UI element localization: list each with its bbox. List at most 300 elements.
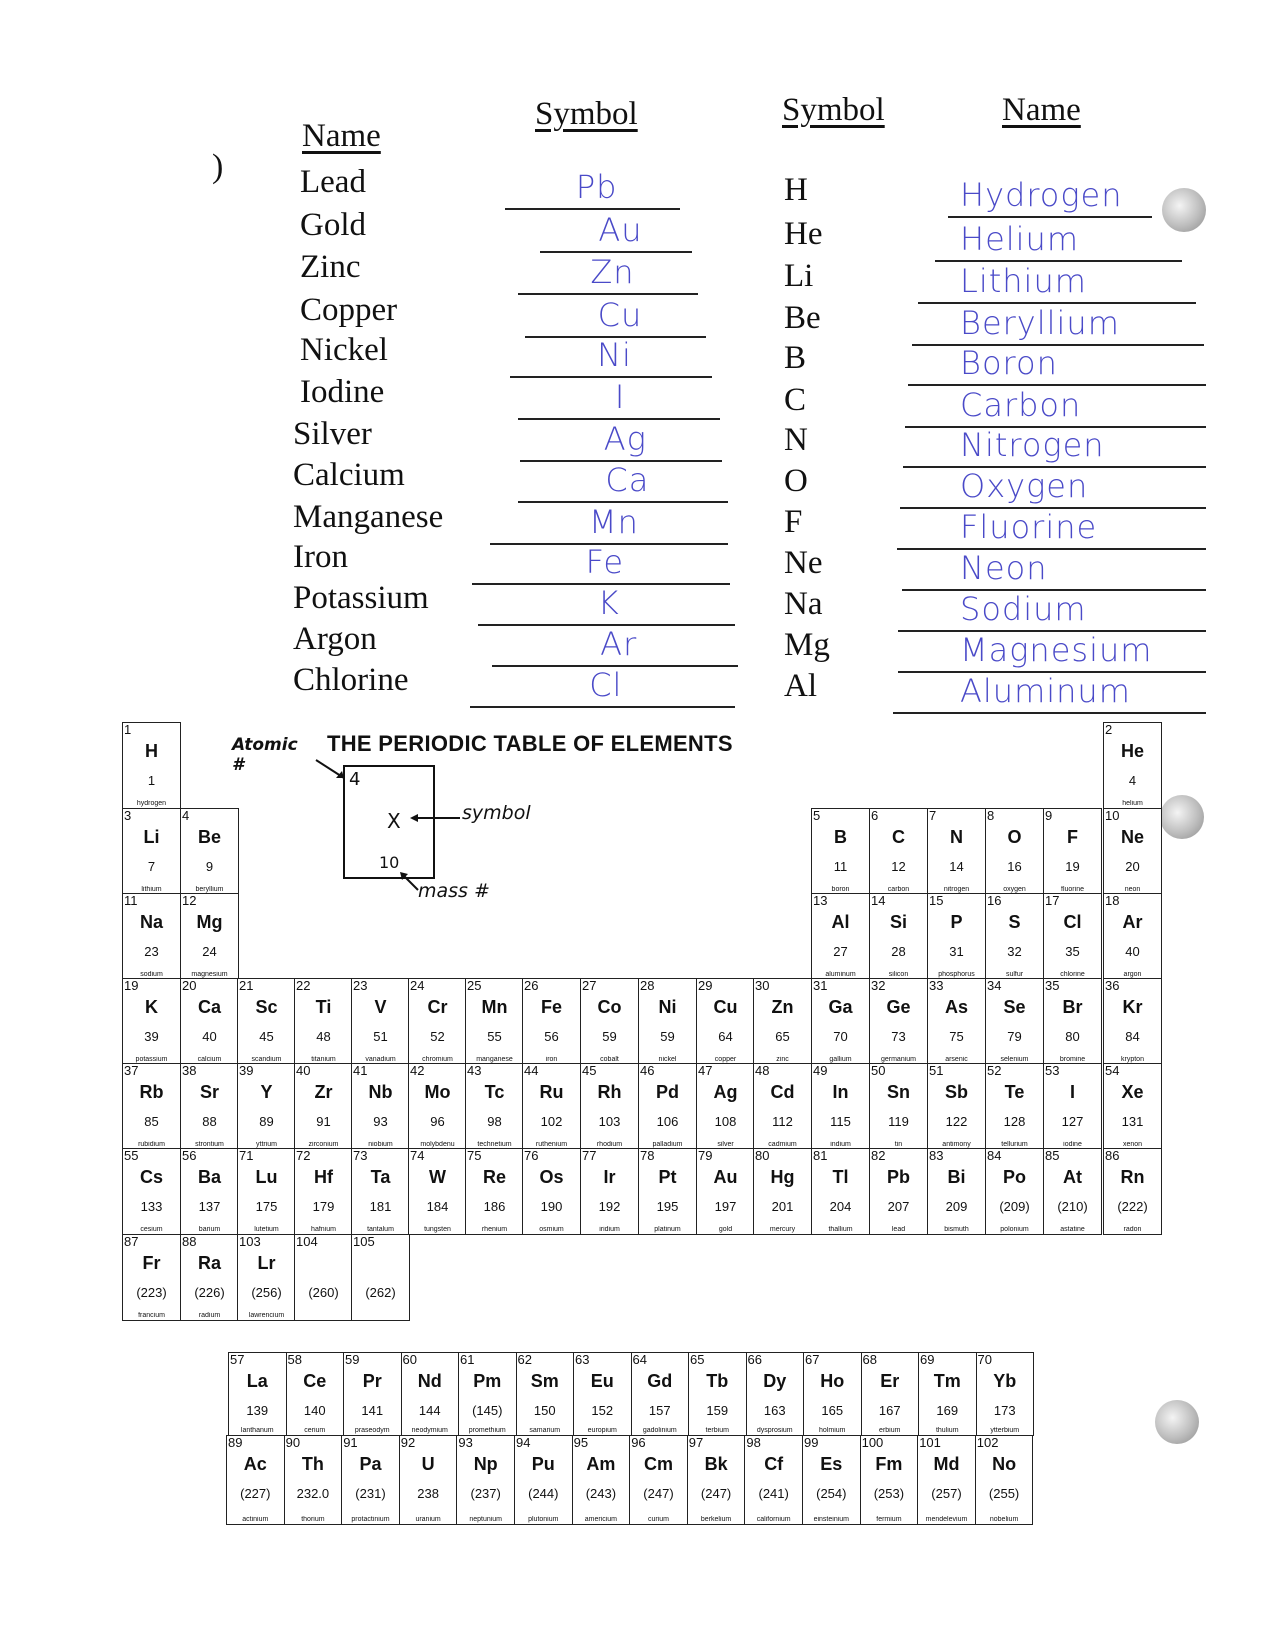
handwritten-symbol-answer: Cl: [589, 666, 623, 704]
element-cell: [516, 1352, 575, 1436]
element-name: nickel: [658, 1056, 677, 1063]
legend-mass: 10: [379, 853, 400, 872]
atomic-mass: 40: [202, 1029, 217, 1044]
element-symbol: Sn: [886, 1082, 910, 1102]
atomic-number: 43: [467, 1063, 482, 1078]
element-symbol: Ca: [197, 997, 221, 1017]
symbol-answer-field[interactable]: [472, 543, 730, 585]
name-answer-field[interactable]: [898, 588, 1206, 632]
atomic-mass: 14: [949, 859, 964, 874]
element-symbol: Ra: [197, 1253, 221, 1273]
element-cell: [861, 1352, 920, 1436]
atomic-mass: 103: [598, 1114, 621, 1129]
element-name: gadolinium: [642, 1427, 677, 1434]
element-name: niobium: [368, 1141, 393, 1148]
element-cell: [237, 1148, 296, 1235]
symbol-answer-field[interactable]: [510, 336, 712, 378]
symbol-answer-field[interactable]: [492, 625, 738, 667]
atomic-mass: 31: [949, 944, 964, 959]
name-answer-field[interactable]: [908, 342, 1206, 386]
element-symbol: Th: [301, 1454, 324, 1474]
symbol-answer-field[interactable]: [518, 253, 698, 295]
atomic-number: 17: [1045, 893, 1060, 908]
atomic-number: 71: [239, 1148, 254, 1163]
element-cell: [408, 1148, 467, 1235]
element-name: sulfur: [1005, 971, 1024, 978]
handwritten-symbol-answer: I: [614, 378, 626, 416]
element-symbol-label: C: [784, 382, 807, 418]
symbol-answer-field[interactable]: [525, 296, 706, 338]
handwritten-symbol-answer: Ni: [597, 336, 632, 374]
name-answer-field[interactable]: [900, 465, 1206, 509]
element-cell: [180, 1148, 239, 1235]
handwritten-symbol-answer: Pb: [575, 168, 618, 206]
atomic-mass: 128: [1003, 1114, 1026, 1129]
element-name: berkelium: [700, 1516, 732, 1523]
element-cell: [341, 1435, 400, 1525]
element-symbol-label: Al: [784, 668, 817, 704]
element-name: osmium: [539, 1226, 564, 1233]
element-cell: [744, 1435, 803, 1525]
name-answer-field[interactable]: [897, 506, 1206, 550]
atomic-mass: 27: [833, 944, 848, 959]
element-name-label: Calcium: [293, 457, 405, 493]
atomic-mass: 28: [891, 944, 906, 959]
element-symbol: Nb: [368, 1082, 393, 1102]
element-symbol: Tm: [933, 1371, 961, 1391]
name-answer-field[interactable]: [948, 174, 1152, 218]
element-cell: [180, 893, 239, 980]
element-symbol: K: [145, 997, 158, 1017]
legend-atomic-number: 4: [349, 769, 361, 790]
atomic-mass: 89: [259, 1114, 274, 1129]
handwritten-name-answer: Hydrogen: [960, 176, 1123, 214]
atomic-mass: 40: [1125, 944, 1140, 959]
atomic-mass: 24: [202, 944, 217, 959]
atomic-mass: 207: [887, 1199, 910, 1214]
element-cell: [985, 808, 1044, 895]
handwritten-name-answer: Fluorine: [960, 508, 1098, 546]
element-symbol: Bk: [704, 1454, 728, 1474]
element-symbol: I: [1069, 1082, 1075, 1102]
element-symbol: Nd: [417, 1371, 442, 1391]
atomic-mass: 65: [775, 1029, 790, 1044]
atomic-number: 49: [813, 1063, 828, 1078]
atomic-mass: 59: [660, 1029, 675, 1044]
atomic-mass: (247): [643, 1486, 674, 1501]
atomic-number: 93: [458, 1435, 473, 1450]
atomic-number: 34: [987, 978, 1002, 993]
element-symbol: C: [892, 827, 905, 847]
atomic-number: 36: [1105, 978, 1120, 993]
atomic-number: 21: [239, 978, 254, 993]
element-name-label: Gold: [300, 207, 366, 243]
atomic-number: 50: [871, 1063, 886, 1078]
element-cell: [351, 1063, 410, 1150]
atomic-number: 84: [987, 1148, 1002, 1163]
atomic-number: 78: [640, 1148, 655, 1163]
atomic-mass: 106: [656, 1114, 679, 1129]
atomic-number: 46: [640, 1063, 655, 1078]
atomic-mass: 11: [833, 859, 848, 874]
atomic-mass: (253): [873, 1486, 905, 1501]
element-symbol: As: [944, 997, 968, 1017]
margin-paren-mark: ): [212, 148, 224, 185]
name-answer-field[interactable]: [893, 670, 1206, 714]
atomic-mass: (231): [355, 1486, 386, 1501]
atomic-number: 89: [228, 1435, 243, 1450]
atomic-number: 76: [524, 1148, 539, 1163]
element-name-label: Nickel: [300, 332, 388, 368]
element-name: antimony: [942, 1141, 971, 1148]
element-name: fluorine: [1061, 886, 1084, 893]
element-name: nitrogen: [943, 886, 970, 893]
atomic-mass: 59: [602, 1029, 617, 1044]
handwritten-name-answer: Lithium: [960, 262, 1087, 300]
element-symbol: Np: [473, 1454, 498, 1474]
element-symbol: Gd: [647, 1371, 673, 1391]
element-symbol: Pa: [359, 1454, 382, 1474]
atomic-number: 57: [230, 1352, 245, 1367]
element-cell: [869, 893, 928, 980]
element-cell: [522, 978, 581, 1065]
element-symbol: Es: [820, 1454, 843, 1474]
atomic-mass: 119: [888, 1114, 909, 1129]
element-symbol: N: [950, 827, 963, 847]
element-symbol: Pm: [473, 1371, 502, 1391]
element-symbol: Br: [1062, 997, 1083, 1017]
atomic-mass: 73: [891, 1029, 906, 1044]
atomic-number: 32: [871, 978, 886, 993]
name-answer-field[interactable]: [898, 629, 1206, 673]
element-name: rubidium: [138, 1141, 165, 1148]
element-name: astatine: [1060, 1226, 1085, 1233]
element-name: platinum: [654, 1226, 681, 1233]
symbol-answer-field[interactable]: [490, 503, 728, 545]
atomic-mass: 70: [833, 1029, 848, 1044]
element-name: gallium: [829, 1056, 852, 1063]
element-cell: [975, 1435, 1034, 1525]
atomic-mass: 4: [1128, 773, 1137, 788]
element-cell: [927, 1148, 986, 1235]
element-symbol: Os: [539, 1167, 564, 1187]
element-symbol: Se: [1003, 997, 1026, 1017]
atomic-mass: (243): [585, 1486, 617, 1501]
atomic-mass: 232.0: [296, 1486, 330, 1501]
element-symbol: Mn: [481, 997, 508, 1017]
atomic-mass: 173: [993, 1403, 1016, 1418]
atomic-number: 104: [296, 1234, 318, 1249]
element-symbol: H: [145, 741, 158, 761]
element-symbol: Cr: [427, 997, 448, 1017]
element-name: mercury: [769, 1226, 796, 1233]
handwritten-symbol-answer: Ca: [605, 461, 650, 499]
atomic-number: 67: [805, 1352, 820, 1367]
name-answer-field[interactable]: [935, 218, 1182, 262]
atomic-mass: 139: [246, 1403, 269, 1418]
element-cell: [465, 1063, 524, 1150]
element-symbol: Al: [831, 912, 850, 932]
symbol-answer-field[interactable]: [478, 584, 735, 626]
atomic-number: 37: [124, 1063, 139, 1078]
symbol-answer-field[interactable]: [518, 378, 720, 420]
punch-hole-bottom: [1155, 1400, 1199, 1444]
element-cell: [927, 978, 986, 1065]
name-answer-field[interactable]: [903, 424, 1206, 468]
atomic-number: 15: [929, 893, 944, 908]
atomic-number: 29: [698, 978, 713, 993]
element-cell: [237, 1234, 296, 1321]
element-name: radon: [1123, 1226, 1142, 1233]
atomic-mass: 190: [540, 1199, 563, 1214]
atomic-number: 59: [345, 1352, 360, 1367]
element-name: ytterbium: [990, 1427, 1020, 1434]
element-cell: [811, 808, 870, 895]
element-name: radium: [198, 1312, 221, 1319]
element-symbol: Sc: [255, 997, 278, 1017]
legend-atomic-label: Atomic #: [232, 735, 298, 775]
element-name: zinc: [776, 1056, 789, 1063]
element-symbol: W: [429, 1167, 446, 1187]
atomic-number: 12: [182, 893, 197, 908]
element-cell: [399, 1435, 458, 1525]
handwritten-name-answer: Nitrogen: [960, 426, 1105, 464]
handwritten-name-answer: Oxygen: [960, 467, 1089, 505]
element-cell: [917, 1435, 976, 1525]
atomic-number: 33: [929, 978, 944, 993]
element-cell: [1043, 893, 1102, 980]
atomic-number: 105: [353, 1234, 375, 1249]
element-symbol: Eu: [590, 1371, 614, 1391]
element-name: palladium: [652, 1141, 683, 1148]
name-answer-field[interactable]: [905, 384, 1206, 428]
element-name-label: Zinc: [300, 249, 361, 285]
atomic-number: 60: [402, 1352, 417, 1367]
atomic-mass: 84: [1125, 1029, 1140, 1044]
element-name: hafnium: [311, 1226, 336, 1233]
atomic-number: 87: [124, 1234, 139, 1249]
element-cell: [811, 893, 870, 980]
element-symbol: Tc: [484, 1082, 505, 1102]
element-name: phosphorus: [938, 971, 975, 978]
atomic-mass: 93: [373, 1114, 388, 1129]
element-name: gold: [718, 1226, 733, 1233]
element-symbol: Rb: [139, 1082, 164, 1102]
element-symbol: Hf: [314, 1167, 333, 1187]
atomic-mass: 179: [312, 1199, 335, 1214]
symbol-answer-field[interactable]: [505, 168, 680, 210]
element-cell: [688, 1352, 747, 1436]
atomic-mass: 209: [945, 1199, 968, 1214]
element-symbol: No: [992, 1454, 1017, 1474]
element-cell: [1103, 722, 1162, 809]
atomic-mass: 12: [891, 859, 906, 874]
element-name-label: Lead: [300, 164, 366, 200]
element-cell: [1103, 978, 1162, 1065]
element-cell: [286, 1352, 345, 1436]
element-symbol: Ce: [303, 1371, 327, 1391]
atomic-number: 27: [582, 978, 597, 993]
name-answer-field[interactable]: [902, 547, 1206, 591]
element-name: thulium: [935, 1427, 959, 1434]
element-cell: [696, 1148, 755, 1235]
element-symbol: Sb: [944, 1082, 968, 1102]
element-cell: [869, 978, 928, 1065]
atomic-mass: 80: [1065, 1029, 1080, 1044]
element-name: boron: [831, 886, 850, 893]
element-symbol: Pu: [531, 1454, 555, 1474]
element-symbol: Mg: [196, 912, 223, 932]
atomic-mass: 144: [418, 1403, 441, 1418]
atomic-number: 74: [410, 1148, 425, 1163]
element-name: scandium: [251, 1056, 282, 1063]
symbol-answer-field[interactable]: [518, 461, 728, 503]
name-answer-field[interactable]: [918, 260, 1196, 304]
atomic-number: 103: [239, 1234, 261, 1249]
atomic-number: 39: [239, 1063, 254, 1078]
atomic-mass: 201: [771, 1199, 794, 1214]
element-cell: [580, 978, 639, 1065]
element-cell: [869, 808, 928, 895]
atomic-mass: (257): [931, 1486, 962, 1501]
symbol-answer-field[interactable]: [540, 211, 692, 253]
element-symbol-label: H: [784, 172, 808, 208]
element-cell: [522, 1063, 581, 1150]
element-symbol: He: [1120, 741, 1144, 761]
right-symbol-header: Symbol: [782, 92, 885, 128]
atomic-mass: 9: [205, 859, 214, 874]
element-name: silicon: [888, 971, 909, 978]
element-name: technetium: [477, 1141, 512, 1148]
element-name: thorium: [301, 1516, 325, 1523]
element-cell: [122, 1234, 181, 1321]
element-name: fermium: [876, 1516, 902, 1523]
element-symbol: Ti: [315, 997, 332, 1017]
element-symbol: Ag: [713, 1082, 738, 1102]
name-answer-field[interactable]: [912, 302, 1204, 346]
element-name: curium: [647, 1516, 669, 1523]
periodic-table-title: THE PERIODIC TABLE OF ELEMENTS: [327, 731, 733, 756]
element-name: einsteinium: [813, 1516, 849, 1523]
atomic-number: 45: [582, 1063, 597, 1078]
element-cell: [1043, 978, 1102, 1065]
element-symbol: Be: [197, 827, 221, 847]
element-name: carbon: [887, 886, 910, 893]
element-name: xenon: [1122, 1141, 1143, 1148]
handwritten-name-answer: Beryllium: [960, 304, 1120, 342]
element-cell: [753, 1148, 812, 1235]
atomic-mass: 152: [591, 1403, 614, 1418]
element-cell: [465, 978, 524, 1065]
element-name: ruthenium: [535, 1141, 568, 1148]
element-name: beryllium: [195, 886, 224, 893]
element-cell: [237, 1063, 296, 1150]
element-name: dysprosium: [756, 1427, 793, 1434]
element-name: manganese: [476, 1056, 513, 1063]
atomic-number: 24: [410, 978, 425, 993]
element-name: arsenic: [945, 1056, 968, 1063]
atomic-mass: 167: [878, 1403, 901, 1418]
atomic-number: 10: [1105, 808, 1120, 823]
element-symbol: Li: [143, 827, 160, 847]
element-symbol: Lu: [255, 1167, 278, 1187]
element-symbol: Cl: [1063, 912, 1082, 932]
atomic-mass: 140: [303, 1403, 326, 1418]
element-cell: [631, 1352, 690, 1436]
element-cell: [860, 1435, 919, 1525]
element-name: oxygen: [1003, 886, 1026, 893]
symbol-answer-field[interactable]: [520, 420, 722, 462]
atomic-number: 3: [124, 808, 132, 823]
left-symbol-header: Symbol: [535, 96, 638, 132]
atomic-number: 2: [1105, 722, 1113, 737]
element-cell: [927, 1063, 986, 1150]
element-symbol: P: [950, 912, 963, 932]
atomic-mass: 204: [829, 1199, 852, 1214]
atomic-mass: 131: [1121, 1114, 1144, 1129]
element-cell: [1043, 1063, 1102, 1150]
element-name: hydrogen: [136, 800, 167, 807]
atomic-number: 42: [410, 1063, 425, 1078]
element-name: uranium: [415, 1516, 441, 1523]
element-name: tungsten: [424, 1226, 451, 1233]
element-symbol: B: [834, 827, 847, 847]
atomic-mass: (226): [194, 1285, 225, 1300]
handwritten-symbol-answer: Au: [598, 211, 643, 249]
element-name: lutetium: [254, 1226, 279, 1233]
atomic-number: 91: [343, 1435, 358, 1450]
atomic-mass: 35: [1065, 944, 1080, 959]
atomic-mass: (256): [251, 1285, 282, 1300]
element-name: sodium: [140, 971, 163, 978]
atomic-number: 31: [813, 978, 828, 993]
element-symbol: Pr: [362, 1371, 382, 1391]
element-cell: [1103, 1063, 1162, 1150]
symbol-answer-field[interactable]: [470, 666, 735, 708]
element-symbol: U: [421, 1454, 435, 1474]
element-symbol: Te: [1004, 1082, 1025, 1102]
atomic-number: 70: [977, 1352, 992, 1367]
atomic-number: 58: [287, 1352, 302, 1367]
element-name: lanthanum: [240, 1427, 274, 1434]
atomic-number: 9: [1045, 808, 1053, 823]
element-cell: [985, 893, 1044, 980]
element-symbol-label: F: [784, 504, 803, 540]
atomic-number: 7: [929, 808, 937, 823]
element-cell: [696, 1063, 755, 1150]
element-symbol: Zn: [771, 997, 794, 1017]
atomic-number: 53: [1045, 1063, 1060, 1078]
atomic-mass: 1: [147, 773, 156, 788]
atomic-mass: 7: [147, 859, 156, 874]
element-cell: [687, 1435, 746, 1525]
element-symbol: Ru: [539, 1082, 564, 1102]
atomic-mass: 55: [487, 1029, 502, 1044]
element-name: lawrencium: [248, 1312, 285, 1319]
element-cell: [237, 978, 296, 1065]
element-cell: [918, 1352, 977, 1436]
element-cell: [802, 1435, 861, 1525]
atomic-number: 40: [296, 1063, 311, 1078]
element-cell: [458, 1352, 517, 1436]
atomic-mass: 181: [369, 1199, 392, 1214]
element-symbol: Cm: [643, 1454, 673, 1474]
atomic-number: 69: [920, 1352, 935, 1367]
element-name: indium: [830, 1141, 851, 1148]
element-symbol: Si: [889, 912, 907, 932]
element-cell: [1043, 808, 1102, 895]
atomic-number: 4: [182, 808, 190, 823]
